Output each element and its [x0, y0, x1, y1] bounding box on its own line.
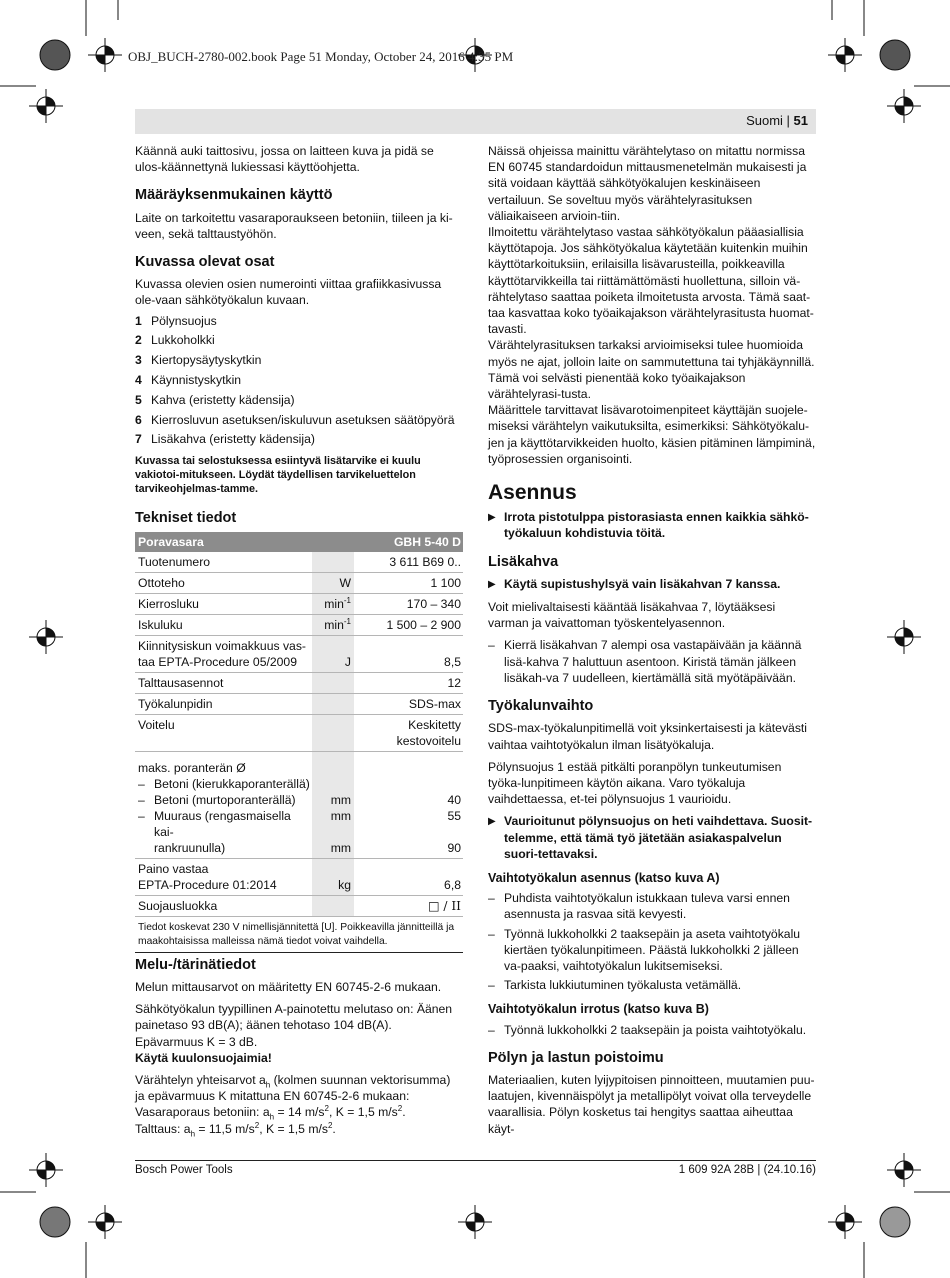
drill-label-line: Muuraus (rengasmaisella kai-	[154, 808, 291, 839]
triangle-bullet-icon: ▶	[488, 512, 496, 524]
part-label: Pölynsuojus	[151, 313, 217, 328]
row-unit	[312, 672, 354, 693]
row-value: 1 500 – 2 900	[354, 614, 463, 635]
vibration-paragraph: Ilmoitettu värähtelytaso vastaa sähkötyökalun pääasiallisia käyttötapoja. Jos sähkötyökalua käytetään kuitenkin muihin käyttötarkoituksiin, erilaisilla lisävarusteilla, poikkeavilla käyttötarvikkeilla tai riittämättömästi huollettuna, silloin vä-rähtelytaso saattaa poiketa ilmoitetusta arvosta. Tämä saat-taa kasvattaa koko työaikajakson värähtelyrasitusta huomat-tavasti.	[488, 225, 814, 337]
vibration-values	[135, 1104, 463, 1120]
list-item	[135, 313, 463, 329]
part-number: 4	[135, 373, 142, 388]
row-unit	[312, 693, 354, 714]
subscript-h: h	[265, 1080, 271, 1090]
dust-text: Materiaalien, kuten lyijypitoisen pinnoitteen, muutamien puu-laatujen, kivennäispölyt ja metallipölyt voivat olla terveydelle vaarallisia. Pölyn kosketus tai hengitys saattaa aiheuttaa käyt-	[488, 1072, 815, 1136]
warning-item	[488, 813, 816, 862]
row-label: Talttausasennot	[135, 672, 312, 693]
right-column	[488, 143, 816, 1143]
vib-part: .	[332, 1121, 336, 1136]
unit-exponent: -1	[343, 616, 351, 626]
row-label	[135, 858, 312, 895]
header-language: Suomi	[746, 113, 783, 128]
footer-right: 1 609 92A 28B | (24.10.16)	[678, 1164, 816, 1176]
step-text: Työnnä lukkoholkki 2 taaksepäin ja poista vaihtotyökalu.	[504, 1022, 807, 1037]
vib-part: Värähtelyn yhteisarvot a	[135, 1073, 266, 1088]
tool-text: Pölynsuojus 1 estää pitkälti poranpölyn tunkeutumisen työka-lunpitimeen käytön aikana. Varo työkaluja vaihdettaessa, et-tei pölynsuojus 1 vaurioidu.	[488, 759, 782, 807]
step-text: Työnnä lukkoholkki 2 taaksepäin ja aseta vaihtotyökalu kiertäen työkalunpitimeen. Päästä lukkoholkki 2 jälleen va-paaksi, vaihtotyökalun lukitsemiseksi.	[504, 926, 801, 973]
drill-label	[154, 808, 310, 856]
unit-base: min	[324, 617, 344, 632]
handle-text: Voit mielivaltaisesti kääntää lisäkahvaa 7, löytääksesi varman ja vaivattoman työskentelyasennon.	[488, 600, 776, 631]
part-label: Kierrosluvun asetuksen/iskuluvun asetuksen säätöpyörä	[151, 412, 455, 427]
accessory-note: Kuvassa tai selostuksessa esiintyvä lisätarvike ei kuulu vakiotoi-mitukseen. Löydät täydellisen tarvikeluettelon tarvikeohjelmas-tamme.	[135, 454, 421, 495]
vib-part: .	[402, 1105, 406, 1120]
warning-text: Käytä supistushylsyä vain lisäkahvan 7 kanssa.	[504, 576, 781, 591]
parts-list	[135, 313, 463, 448]
value-line: Keskitetty	[408, 717, 461, 732]
table-note-row	[135, 916, 463, 952]
row-unit	[312, 614, 354, 635]
table-row	[135, 895, 463, 916]
drill-value: 55	[447, 808, 461, 823]
use-text: Laite on tarkoitettu vasaraporaukseen betoniin, tiileen ja ki-veen, sekä talttaustyöhön.	[135, 210, 453, 241]
section-title-noise: Melu-/tärinätiedot	[135, 956, 256, 973]
list-item: – Työnnä lukkoholkki 2 taaksepäin ja poista vaihtotyökalu.	[488, 1022, 807, 1037]
section-title-handle: Lisäkahva	[488, 553, 559, 570]
table-row	[135, 714, 463, 751]
table-row	[135, 635, 463, 672]
row-unit: J	[312, 635, 354, 672]
vib-part: = 14 m/s	[274, 1105, 325, 1120]
part-number: 6	[135, 412, 142, 427]
list-item: – Puhdista vaihtotyökalun istukkaan tuleva varsi ennen asennusta ja rasvaa sitä kevyesti.	[488, 890, 816, 922]
part-number: 1	[135, 313, 142, 328]
row-label: Suojausluokka	[135, 895, 312, 916]
footer-left: Bosch Power Tools	[135, 1164, 233, 1176]
row-label: Voitelu	[135, 714, 312, 751]
superscript-2: 2	[397, 1104, 403, 1114]
unit-exponent: -1	[343, 595, 351, 605]
row-label: Kierrosluku	[135, 593, 312, 614]
vibration-paragraph: Värähtelyrasituksen tarkaksi arvioimiseksi tulee huomioida myös ne ajat, jolloin laite on sammutettuna tai tyhjäkäynnillä. Tämä voi selvästi pienentää koko työaikajakson värähtelyrasi-tusta.	[488, 338, 815, 402]
row-unit	[312, 593, 354, 614]
label-line: Paino vastaa	[138, 861, 209, 876]
list-item	[135, 372, 463, 388]
row-value: □ / II	[354, 895, 463, 916]
vibration-paragraph: Määrittele tarvittavat lisävarotoimenpiteet käyttäjän suojele-miseksi värähtelyn vaikutuksilta, esimerkiksi: Sähkötyökalu-jen ja käyttötarvikkeiden huolto, käsien pitäminen lämpiminä, työprosessien organisointi.	[488, 403, 816, 466]
superscript-2: 2	[324, 1104, 329, 1114]
triangle-bullet-icon: ▶	[488, 816, 496, 828]
vib-part: Vasaraporaus betoniin: a	[135, 1105, 270, 1120]
drill-label: Betoni (kierukkaporanterällä)	[154, 776, 310, 791]
list-item: – Tarkista lukkiutuminen työkalusta vetämällä.	[488, 978, 742, 993]
row-value: SDS-max	[354, 693, 463, 714]
warning-item	[488, 509, 816, 541]
superscript-2: 2	[327, 1120, 333, 1130]
table-row	[135, 614, 463, 635]
row-label: Työkalunpidin	[135, 693, 312, 714]
row-value: 6,8	[354, 858, 463, 895]
part-label: Käynnistyskytkin	[151, 373, 242, 388]
part-label: Lukkoholkki	[151, 333, 215, 348]
section-title-tool-change: Työkalunvaihto	[488, 698, 594, 715]
row-label: Ottoteho	[135, 572, 312, 593]
table-header-row	[135, 532, 463, 552]
subscript-h: h	[269, 1112, 275, 1122]
list-item	[135, 332, 463, 348]
triangle-bullet-icon: ▶	[488, 578, 496, 590]
row-unit	[312, 751, 354, 858]
part-label: Kahva (eristetty kädensija)	[151, 392, 295, 407]
drill-label-line: rankruunulla)	[154, 840, 226, 855]
part-number: 2	[135, 333, 142, 348]
noise-text: Melun mittausarvot on määritetty EN 60745-2-6 mukaan.	[135, 980, 442, 995]
warning-text: Irrota pistotulppa pistorasiasta ennen kaikkia sähkö-työkaluun kohdistuvia töitä.	[504, 510, 809, 541]
table-row	[135, 672, 463, 693]
vib-part: = 11,5 m/s	[195, 1121, 255, 1136]
left-column	[135, 143, 463, 1137]
section-title-use: Määräyksenmukainen käyttö	[135, 187, 333, 204]
subscript-h: h	[190, 1129, 196, 1139]
row-unit: kg	[312, 858, 354, 895]
table-note: Tiedot koskevat 230 V nimellisjännitettä [U]. Poikkeavilla jännitteillä ja maakohtaisissa malleissa nämä tiedot voivat vaihdella.	[135, 916, 463, 952]
print-slug: OBJ_BUCH-2780-002.book Page 51 Monday, October 24, 2016 4:35 PM	[128, 49, 514, 64]
part-label: Lisäkahva (eristetty kädensija)	[151, 432, 315, 447]
footer-divider	[135, 1160, 816, 1161]
step-text: Kierrä lisäkahvan 7 alempi osa vastapäivään ja käännä lisä-kahva 7 haluttuun asentoon. Kiristä tämän jälkeen lisäkah-va 7 uudelleen, kiertämällä sitä myötäpäivään.	[504, 638, 802, 685]
table-header-label: Poravasara	[135, 532, 312, 552]
superscript-2: 2	[254, 1120, 260, 1130]
list-item	[135, 412, 463, 428]
step-text: Puhdista vaihtotyökalun istukkaan tuleva varsi ennen asennusta ja rasvaa sitä kevyesti.	[504, 891, 790, 922]
part-number: 3	[135, 353, 142, 368]
list-item	[135, 392, 463, 408]
unit-base: min	[324, 596, 344, 611]
list-item: – Työnnä lukkoholkki 2 taaksepäin ja aseta vaihtotyökalu kiertäen työkalunpitimeen. Päästä lukkoholkki 2 jälleen va-paaksi, vaihtotyökalun lukitsemiseksi.	[488, 926, 816, 975]
row-value	[354, 714, 463, 751]
section-title-tech: Tekniset tiedot	[135, 509, 237, 526]
section-title-parts: Kuvassa olevat osat	[135, 254, 275, 271]
table-header-model: GBH 5-40 D	[354, 532, 463, 552]
warning-text: Vaurioitunut pölynsuojus on heti vaihdettava. Suosit-telemme, että tämä työ jätetään asiakaspalvelun suori-tettavaksi.	[504, 814, 813, 861]
row-value: 1 100	[354, 572, 463, 593]
table-row	[135, 593, 463, 614]
row-label: Iskuluku	[135, 614, 312, 635]
row-label: Kiinnitysiskun voimakkuus vas-taa EPTA-Procedure 05/2009	[135, 635, 312, 672]
row-value: 170 – 340	[354, 593, 463, 614]
vibration-text	[135, 1072, 463, 1104]
row-value: 12	[354, 672, 463, 693]
table-row	[135, 552, 463, 573]
page-header	[135, 109, 816, 134]
drill-value: 40	[447, 792, 461, 807]
spec-table	[135, 532, 463, 953]
value-line: kestovoitelu	[396, 733, 461, 748]
table-row	[135, 572, 463, 593]
vibration-values	[135, 1121, 463, 1137]
noise-text: Sähkötyökalun tyypillinen A-painotettu melutaso on: Äänen painetaso 93 dB(A); äänen tehotaso 104 dB(A). Epävarmuus K = 3 dB.	[135, 1002, 453, 1049]
vibration-paragraph: Näissä ohjeissa mainittu värähtelytaso on mitattu normissa EN 60745 standardoidun mittausmenetelmän mukaisesti ja sitä voidaan käyttää sähkötyökalujen keskinäiseen vertailuun. Se soveltuu myös värähtelyrasituksen väliaikaiseen arvioin-tiin.	[488, 144, 807, 223]
list-item	[135, 352, 463, 368]
row-value: 3 611 B69 0..	[354, 552, 463, 573]
list-item	[135, 431, 463, 447]
header-separator: |	[782, 113, 794, 128]
step-text: Tarkista lukkiutuminen työkalusta vetämällä.	[504, 978, 742, 993]
row-label: Tuotenumero	[135, 552, 312, 573]
list-item: – Kierrä lisäkahvan 7 alempi osa vastapäivään ja käännä lisä-kahva 7 haluttuun asentoon. Kiristä tämän jälkeen lisäkah-va 7 uudelleen, kiertämällä sitä myötäpäivään.	[488, 637, 816, 686]
parts-intro: Kuvassa olevien osien numerointi viittaa grafiikkasivussa ole-vaan sähkötyökalun kuvaan.	[135, 277, 442, 308]
section-title-assembly: Asennus	[488, 481, 577, 505]
section-title-dust: Pölyn ja lastun poistoimu	[488, 1049, 664, 1066]
vib-part: , K = 1,5 m/s	[328, 1105, 398, 1120]
vib-part: Talttaus: a	[135, 1121, 191, 1136]
header-text	[746, 113, 808, 128]
page-number: 51	[793, 113, 808, 128]
part-number: 7	[135, 432, 142, 447]
table-row	[135, 751, 463, 858]
warning-item	[488, 576, 816, 593]
subsection-title-insert: Vaihtotyökalun asennus (katso kuva A)	[488, 870, 720, 885]
vib-part: (kolmen suunnan vektorisumma) ja epävarmuus K mitattuna EN 60745-2-6 mukaan:	[135, 1073, 451, 1104]
table-row	[135, 693, 463, 714]
drill-unit: mm	[330, 840, 351, 855]
drill-unit: mm	[330, 792, 351, 807]
drill-value: 90	[447, 840, 461, 855]
subsection-title-remove: Vaihtotyökalun irrotus (katso kuva B)	[488, 1002, 709, 1017]
row-value: 8,5	[354, 635, 463, 672]
vib-part: , K = 1,5 m/s	[259, 1121, 328, 1136]
part-number: 5	[135, 392, 142, 407]
intro-text: Käännä auki taittosivu, jossa on laitteen kuva ja pidä se ulos-käännettynä lukiessasi käyttöohjetta.	[135, 144, 434, 175]
row-label: maks. poranterän Ø – Betoni (kierukkaporanterällä) – Betoni (murtoporanterällä) – Muuraus (rengasmaisella kai- rankruunulla)	[135, 751, 312, 858]
row-unit	[312, 552, 354, 573]
drill-unit: mm	[330, 808, 351, 823]
row-value	[354, 751, 463, 858]
noise-warning: Käytä kuulonsuojaimia!	[135, 1050, 272, 1065]
table-row	[135, 858, 463, 895]
tool-text: SDS-max-työkalunpitimellä voit yksinkertaisesti ja kätevästi vaihtaa vaihtotyökalun ilman lisätyökaluja.	[488, 721, 808, 752]
part-label: Kiertopysäytyskytkin	[151, 353, 262, 368]
row-unit: W	[312, 572, 354, 593]
drill-head: maks. poranterän Ø	[138, 760, 246, 775]
label-line: EPTA-Procedure 01:2014	[138, 877, 277, 892]
drill-label: Betoni (murtoporanterällä)	[154, 792, 296, 807]
